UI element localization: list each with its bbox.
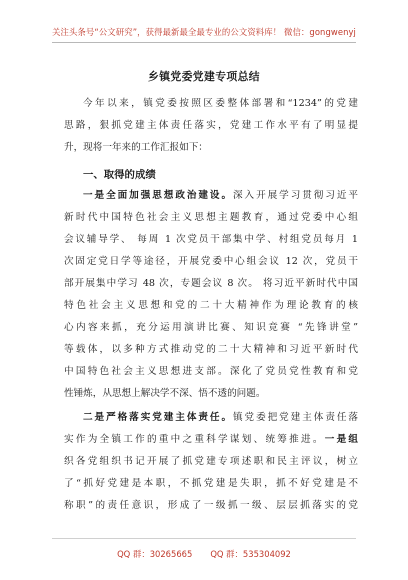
paragraph-2-line-2-text: 实作为全镇工作的重中之重科学谋划、统筹推进。 — [64, 434, 325, 445]
footer-divider — [52, 538, 356, 539]
paragraph-1-line-9: 中国特色社会主义思想进支部。深化了党员党性教育和党 — [64, 366, 358, 377]
paragraph-2-line-3: 织各党组织书记开展了抓党建专项述职和民主评议，树立 — [64, 456, 358, 467]
paragraph-2-line-5: 称职”的责任意识，形成了一级抓一级、层层抓落实的党 — [64, 500, 358, 511]
paragraph-1-lead: 一是全面加强思想政治建设。 — [83, 190, 234, 201]
document-title: 乡镇党委党建专项总结 — [148, 70, 260, 83]
paragraph-1-line-6: 特色社会主义思想和党的二十大精神作为理论教育的核 — [64, 300, 358, 311]
paragraph-1-lead-rest: 深入开展学习贯彻习近平 — [233, 190, 359, 201]
footer-contact — [0, 548, 408, 560]
intro-line-1: 今年以来，镇党委按照区委整体部署和“1234”的党建 — [83, 98, 358, 109]
paragraph-2-inline-lead: 一是组 — [324, 434, 359, 445]
header-promo-note: 关注头条号“公文研究”，获得最新最全最专业的公文资料库！ 微信：gongwenyj — [52, 27, 356, 37]
paragraph-1-line-4: 次固定党日学等途径，开展党委中心组会议 12 次，党员干 — [64, 256, 358, 267]
footer-qq-group-1: QQ 群：30265665 — [117, 549, 193, 559]
paragraph-1-line-10: 性锤炼，从思想上解决学不深、悟不透的问题。 — [64, 388, 266, 399]
paragraph-2-line-1 — [83, 412, 358, 424]
paragraph-2-lead-rest: 镇党委把党建主体责任落 — [233, 412, 359, 423]
paragraph-2-line-2 — [64, 434, 358, 446]
footer-qq-group-2: QQ 群：535304092 — [210, 549, 291, 559]
paragraph-1-line-7: 心内容来抓，充分运用演讲比赛、知识竞赛 “先锋讲堂” — [64, 322, 358, 333]
paragraph-1-line-8: 等载体，以多种方式推动党的二十大精神和习近平新时代 — [64, 344, 358, 355]
paragraph-1-line-1 — [83, 190, 358, 202]
intro-line-3: 升，现将一年来的工作汇报如下： — [64, 142, 208, 153]
paragraph-2-line-4: 了“抓好党建是本职，不抓党建是失职，抓不好党建是不 — [64, 478, 358, 489]
intro-line-2: 思路，狠抓党建主体责任落实，党建工作水平有了明显提 — [64, 120, 358, 131]
paragraph-1-line-2: 新时代中国特色社会主义思想主题教育，通过党委中心组 — [64, 212, 358, 223]
header-divider — [52, 42, 356, 43]
section-heading-achievements: 一、取得的成绩 — [83, 169, 156, 181]
paragraph-1-line-3: 会议辅导学、 每周 1 次党员干部集中学、村组党员每月 1 — [64, 234, 358, 245]
paragraph-1-line-5: 部开展集中学习 48 次，专题会议 8 次。 将习近平新时代中国 — [64, 278, 358, 289]
paragraph-2-lead: 二是严格落实党建主体责任。 — [83, 412, 234, 423]
